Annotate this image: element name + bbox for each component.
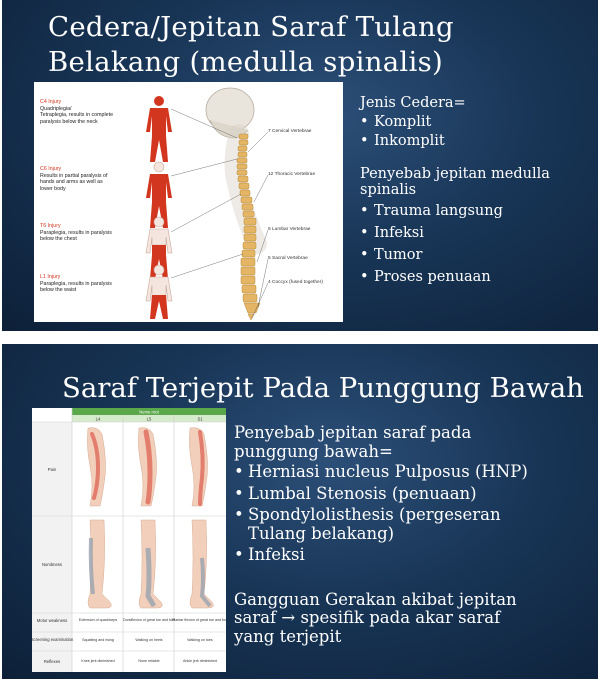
numbness-leg-l4	[88, 520, 111, 608]
injury-type-heading: Jenis Cedera=	[360, 95, 466, 111]
slide-spinal-cord-injury	[2, 0, 598, 331]
body-figure-c4	[146, 96, 172, 162]
bullet-icon: •	[234, 462, 244, 481]
column-l5: L5	[146, 416, 152, 422]
bullet-icon: •	[360, 114, 369, 130]
injury-label-t6: T6 Injury Paraplegia, results in paralysis below the chest	[40, 223, 112, 243]
injury-label-c4: C4 Injury Quadriplegia/ Tetraplegia, results in complete paralysis below the neck	[40, 99, 114, 125]
cause-heading-line1: Penyebab jepitan medulla	[360, 166, 550, 182]
cause-heading-line1: Penyebab jepitan saraf pada	[234, 423, 472, 442]
list-item: • Infeksi	[234, 545, 305, 564]
note-line2: saraf → spesifik pada akar saraf	[234, 608, 501, 627]
list-item: • Herniasi nucleus Pulposus (HNP)	[234, 462, 528, 481]
column-s1: S1	[197, 416, 203, 422]
numbness-leg-l5	[139, 520, 162, 608]
list-item: • Trauma langsung	[360, 203, 503, 219]
bullet-icon: •	[360, 269, 369, 285]
slide1-title-line2: Belakang (medulla spinalis)	[48, 46, 444, 78]
screening-s1: Walking on toes	[187, 638, 213, 642]
screening-l5: Walking on heels	[135, 638, 163, 642]
injury-label-l1: L1 Injury Paraplegia, results in paralysis below the waist	[40, 274, 112, 294]
list-item: • Lumbal Stenosis (penuaan)	[234, 483, 477, 503]
row-motor-weakness: Motor weakness	[36, 618, 68, 623]
row-screening: Screening examination	[32, 637, 74, 642]
cause-heading-line2: punggung bawah=	[234, 441, 393, 461]
list-item: • Tumor	[360, 247, 423, 263]
bullet-icon: •	[360, 247, 369, 263]
spinal-injury-figure	[34, 82, 343, 322]
vertebra-label-coccyx: 4 Coccyx (fused together)	[268, 280, 323, 285]
list-item: • Infeksi	[360, 225, 424, 241]
numbness-leg-s1	[190, 520, 213, 608]
reflex-l5: None reliable	[138, 659, 160, 663]
body-figure-l1	[146, 265, 172, 319]
vertebra-label-sacral: 5 Sacral Vertebrae	[268, 256, 308, 261]
note-line3: yang terjepit	[234, 626, 342, 646]
slide-pinched-nerve-lower-back	[2, 344, 598, 679]
vertebra-label-lumbar: 5 Lumbar Vertebrae	[268, 227, 311, 232]
pain-leg-s1	[189, 428, 207, 506]
bullet-icon: •	[360, 203, 369, 219]
row-reflexes: Reflexes	[43, 659, 61, 664]
pain-leg-l4	[87, 428, 105, 506]
list-item-continuation: Tulang belakang)	[248, 523, 395, 543]
list-item: • Komplit	[360, 114, 432, 130]
table-header-nerve-root: Nerve root	[139, 409, 159, 415]
slide1-text	[360, 94, 592, 287]
spine-illustration	[34, 82, 343, 322]
motor-l4: Extension of quadriceps	[78, 618, 118, 622]
bullet-icon: •	[234, 545, 244, 564]
slide2-title: Saraf Terjepit Pada Punggung Bawah	[62, 372, 584, 404]
cause-heading-line2: spinalis	[360, 182, 417, 198]
row-numbness: Numbness	[41, 562, 63, 567]
pain-leg-l5	[138, 428, 156, 506]
list-item: • Spondylolisthesis (pergeseran	[234, 505, 501, 524]
motor-l5: Dorsiflexion of great toe and foot	[123, 618, 175, 622]
bullet-icon: •	[360, 133, 369, 149]
bullet-icon: •	[234, 505, 244, 524]
screening-l4: Squatting and rising	[82, 638, 114, 642]
motor-s1: Plantar flexion of great toe and foot	[172, 618, 226, 622]
list-item: • Proses penuaan	[360, 269, 491, 285]
slide1-title-line1: Cedera/Jepitan Saraf Tulang	[48, 11, 454, 43]
slide1-title	[48, 10, 454, 80]
nerve-root-table-figure	[32, 408, 226, 672]
row-pain: Pain	[47, 467, 57, 472]
injury-label-c6: C6 Injury Results in partial paralysis of hands and arms as well as lower body	[40, 166, 108, 192]
list-item: • Inkomplit	[360, 133, 445, 149]
reflex-s1: Ankle jerk diminished	[183, 659, 217, 663]
bullet-icon: •	[360, 225, 369, 241]
nerve-root-table	[32, 408, 226, 672]
vertebra-label-cervical: 7 Cervical Vertebrae	[268, 129, 312, 134]
vertebra-label-thoracic: 12 Thoracic Vertebrae	[268, 172, 316, 177]
slide2-text	[234, 424, 584, 646]
column-l4: L4	[95, 416, 101, 422]
bullet-icon: •	[234, 483, 244, 503]
reflex-l4: Knee jerk diminished	[81, 659, 115, 663]
note-line1: Gangguan Gerakan akibat jepitan	[234, 589, 517, 609]
